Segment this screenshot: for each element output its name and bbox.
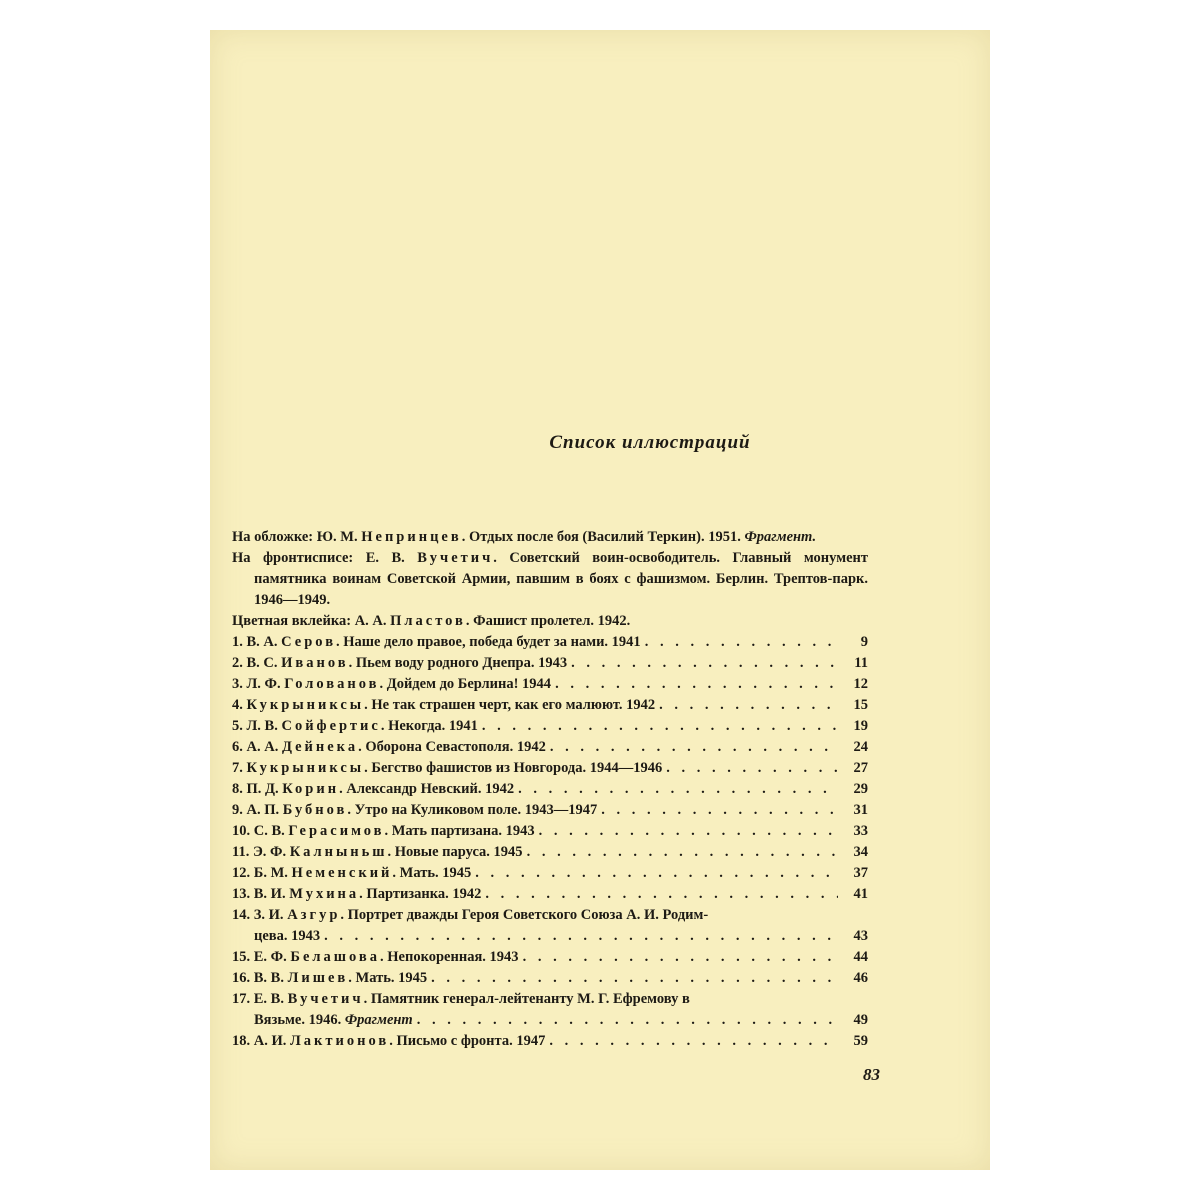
page-ref: 37 — [853, 865, 868, 881]
leader-dots — [482, 716, 838, 737]
work-title: . Мать. 1945 — [392, 865, 472, 881]
artist-initials: Е. В. — [253, 991, 288, 1007]
item-number: 12. — [232, 865, 254, 881]
leader-dots — [571, 653, 838, 674]
leader-dots — [417, 1010, 838, 1031]
artist-initials: В. В. — [253, 970, 288, 986]
artist-name: Серов — [281, 634, 337, 650]
fragment-note: Фрагмент. — [744, 529, 817, 545]
artist-initials: В. А. — [246, 634, 282, 650]
work-title: . Непокоренная. 1943 — [380, 949, 519, 965]
leader-dots — [485, 884, 838, 905]
page-ref: 11 — [854, 655, 868, 671]
artist-initials: Е. Ф. — [253, 949, 291, 965]
artist-name: Калныньш — [289, 844, 388, 860]
work-title: . Оборона Севастополя. 1942 — [358, 739, 546, 755]
work-title: . Портрет дважды Героя Советского Союза А. И. Родим- — [340, 907, 709, 923]
work-title: . Мать. 1945 — [348, 970, 428, 986]
leader-dots — [550, 737, 838, 758]
page-ref: 15 — [853, 697, 868, 713]
leader-dots — [601, 800, 838, 821]
item-number: 13. — [232, 886, 254, 902]
page-ref: 9 — [860, 634, 868, 650]
artist-name: Лишев — [287, 970, 349, 986]
page-number: 83 — [863, 1065, 880, 1084]
illustration-list — [232, 527, 868, 1052]
page-title: Список иллюстраций — [549, 432, 751, 453]
leader-dots — [666, 758, 838, 779]
item-number: 9. — [232, 802, 247, 818]
artist-name: Дейнека — [281, 739, 359, 755]
intro-block — [232, 527, 868, 632]
item-number: 16. — [232, 970, 254, 986]
artist-name: Бубнов — [282, 802, 348, 818]
artist-name: Голованов — [284, 676, 380, 692]
artist-name: Кукрыниксы — [246, 760, 365, 776]
intro-entry — [232, 527, 868, 548]
artist-name: Мухина — [289, 886, 360, 902]
work-title: . Некогда. 1941 — [380, 718, 478, 734]
list-item — [232, 695, 868, 716]
artist-name: Вучетич — [287, 991, 364, 1007]
leader-dots — [555, 674, 838, 695]
item-number: 15. — [232, 949, 254, 965]
artist-name: Корин — [282, 781, 340, 797]
list-item — [232, 863, 868, 884]
artist-name: Кукрыниксы — [246, 697, 365, 713]
list-item — [232, 842, 868, 863]
intro-label: На обложке: Ю. М. — [232, 529, 362, 545]
artist-name: Белашова — [290, 949, 381, 965]
list-item — [232, 905, 868, 947]
artist-initials: С. В. — [253, 823, 289, 839]
list-item — [232, 947, 868, 968]
item-number: 10. — [232, 823, 254, 839]
artist-name: Иванов — [281, 655, 349, 671]
list-item — [232, 989, 868, 1031]
fragment-note: Фрагмент — [344, 1012, 413, 1028]
intro-label: Цветная вклейка: А. А. — [232, 613, 391, 629]
work-title: . Дойдем до Берлина! 1944 — [379, 676, 552, 692]
artist-initials: В. С. — [246, 655, 282, 671]
leader-dots — [431, 968, 838, 989]
artist-name: Непринцев — [361, 529, 462, 545]
leader-dots — [645, 632, 838, 653]
item-number: 11. — [232, 844, 253, 860]
work-title: . Александр Невский. 1942 — [339, 781, 515, 797]
work-title: . Наше дело правое, победа будет за нами. 1941 — [336, 634, 641, 650]
work-title-cont: цева. 1943 — [254, 928, 321, 944]
artist-name: Сойфертис — [281, 718, 381, 734]
list-item — [232, 674, 868, 695]
page-ref: 43 — [853, 928, 868, 944]
items-block — [232, 632, 868, 1052]
leader-dots — [324, 926, 838, 947]
item-number: 7. — [232, 760, 247, 776]
artist-initials: А. А. — [246, 739, 282, 755]
page-ref: 46 — [853, 970, 868, 986]
work-title: . Письмо с фронта. 1947 — [389, 1033, 546, 1049]
artist-name: Лактионов — [290, 1033, 390, 1049]
work-title: . Новые паруса. 1945 — [387, 844, 523, 860]
artist-initials: Б. М. — [253, 865, 292, 881]
item-number: 6. — [232, 739, 247, 755]
leader-dots — [659, 695, 838, 716]
work-title: . Советский воин-освободитель. Главный монумент памятника воинам Советской Армии, павшим в боях с фашизмом. Берлин. Трептов-парк. 1946—1949. — [254, 550, 869, 608]
artist-name: Пластов — [390, 613, 466, 629]
item-line-1 — [232, 905, 868, 926]
leader-dots — [527, 842, 838, 863]
item-number: 3. — [232, 676, 247, 692]
page-ref: 41 — [853, 886, 868, 902]
page-ref: 12 — [853, 676, 868, 692]
list-item — [232, 716, 868, 737]
page-ref: 33 — [853, 823, 868, 839]
work-title: . Пьем воду родного Днепра. 1943 — [348, 655, 568, 671]
leader-dots — [523, 947, 838, 968]
page-ref: 44 — [853, 949, 868, 965]
list-item — [232, 800, 868, 821]
work-title: . Памятник генерал-лейтенанту М. Г. Ефремову в — [363, 991, 690, 1007]
artist-initials: Э. Ф. — [252, 844, 290, 860]
page-ref: 24 — [853, 739, 868, 755]
item-number: 1. — [232, 634, 247, 650]
list-item — [232, 821, 868, 842]
book-page — [210, 30, 990, 1170]
work-title: . Партизанка. 1942 — [359, 886, 482, 902]
list-item — [232, 968, 868, 989]
work-title: . Мать партизана. 1943 — [384, 823, 535, 839]
item-number: 2. — [232, 655, 247, 671]
artist-name: Неменский — [291, 865, 393, 881]
list-item — [232, 1031, 868, 1052]
artist-initials: В. И. — [253, 886, 290, 902]
item-number: 8. — [232, 781, 247, 797]
intro-label: На фронтисписе: Е. В. — [232, 550, 418, 566]
work-title: . Не так страшен черт, как его малюют. 1942 — [364, 697, 656, 713]
artist-initials: Л. В. — [246, 718, 282, 734]
intro-entry — [232, 548, 868, 611]
work-title: . Утро на Куликовом поле. 1943—1947 — [347, 802, 598, 818]
work-title: . Фашист пролетел. 1942. — [465, 613, 631, 629]
list-item — [232, 779, 868, 800]
page-ref: 27 — [853, 760, 868, 776]
page-ref: 49 — [853, 1012, 868, 1028]
intro-entry — [232, 611, 868, 632]
page-ref: 31 — [853, 802, 868, 818]
leader-dots — [475, 863, 838, 884]
leader-dots — [518, 779, 838, 800]
item-number: 4. — [232, 697, 247, 713]
page-ref: 19 — [853, 718, 868, 734]
page-ref: 59 — [853, 1033, 868, 1049]
item-number: 14. — [232, 907, 254, 923]
page-ref: 34 — [853, 844, 868, 860]
artist-initials: З. И. — [253, 907, 288, 923]
list-item — [232, 737, 868, 758]
artist-initials: А. П. — [246, 802, 283, 818]
item-number: 5. — [232, 718, 247, 734]
item-line-1 — [232, 989, 868, 1010]
work-title-cont: Вязьме. 1946. — [254, 1012, 345, 1028]
artist-initials: Л. Ф. — [246, 676, 285, 692]
list-item — [232, 632, 868, 653]
leader-dots — [549, 1031, 838, 1052]
leader-dots — [539, 821, 838, 842]
artist-initials: А. И. — [253, 1033, 290, 1049]
item-number: 18. — [232, 1033, 254, 1049]
artist-name: Азгур — [287, 907, 341, 923]
list-item — [232, 884, 868, 905]
work-title: . Бегство фашистов из Новгорода. 1944—1946 — [364, 760, 663, 776]
page-ref: 29 — [853, 781, 868, 797]
item-number: 17. — [232, 991, 254, 1007]
work-title: . Отдых после боя (Василий Теркин). 1951. — [461, 529, 745, 545]
artist-name: Герасимов — [288, 823, 385, 839]
artist-initials: П. Д. — [246, 781, 283, 797]
list-item — [232, 653, 868, 674]
artist-name: Вучетич — [417, 550, 494, 566]
list-item — [232, 758, 868, 779]
